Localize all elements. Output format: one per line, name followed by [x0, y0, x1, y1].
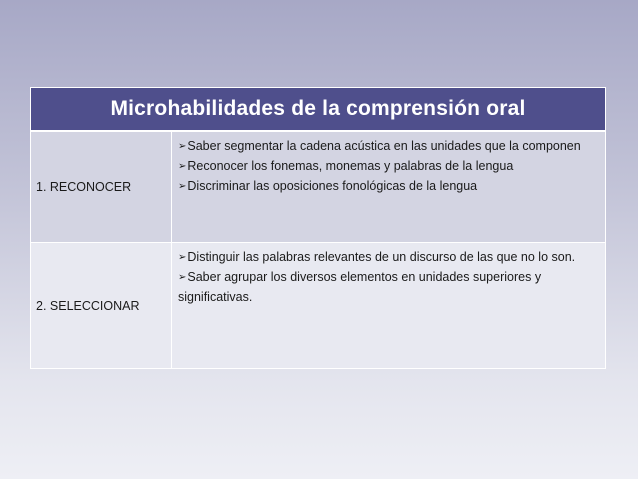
arrow-bullet-icon: ➢: [178, 252, 187, 263]
row-label-seleccionar: 2. SELECCIONAR: [31, 243, 172, 368]
list-item: ➢Reconocer los fonemas, monemas y palabras de la lengua: [178, 159, 514, 173]
table-row: [31, 131, 605, 242]
table-row: [31, 242, 605, 368]
list-item: ➢Discriminar las oposiciones fonológicas de la lengua: [178, 179, 478, 193]
table-title: Microhabilidades de la comprensión oral: [31, 88, 605, 131]
row-items-reconocer: [172, 132, 605, 242]
arrow-bullet-icon: ➢: [178, 141, 187, 152]
skills-table: [30, 87, 606, 369]
list-item: ➢Distinguir las palabras relevantes de un discurso de las que no lo son.: [178, 250, 576, 264]
arrow-bullet-icon: ➢: [178, 181, 187, 192]
row-items-seleccionar: [172, 243, 605, 368]
arrow-bullet-icon: ➢: [178, 161, 187, 172]
row-label-reconocer: 1. RECONOCER: [31, 132, 172, 242]
list-item: ➢Saber segmentar la cadena acústica en las unidades que la componen: [178, 139, 581, 153]
list-item: ➢Saber agrupar los diversos elementos en unidades superiores y significativas.: [178, 270, 542, 304]
arrow-bullet-icon: ➢: [178, 272, 187, 283]
